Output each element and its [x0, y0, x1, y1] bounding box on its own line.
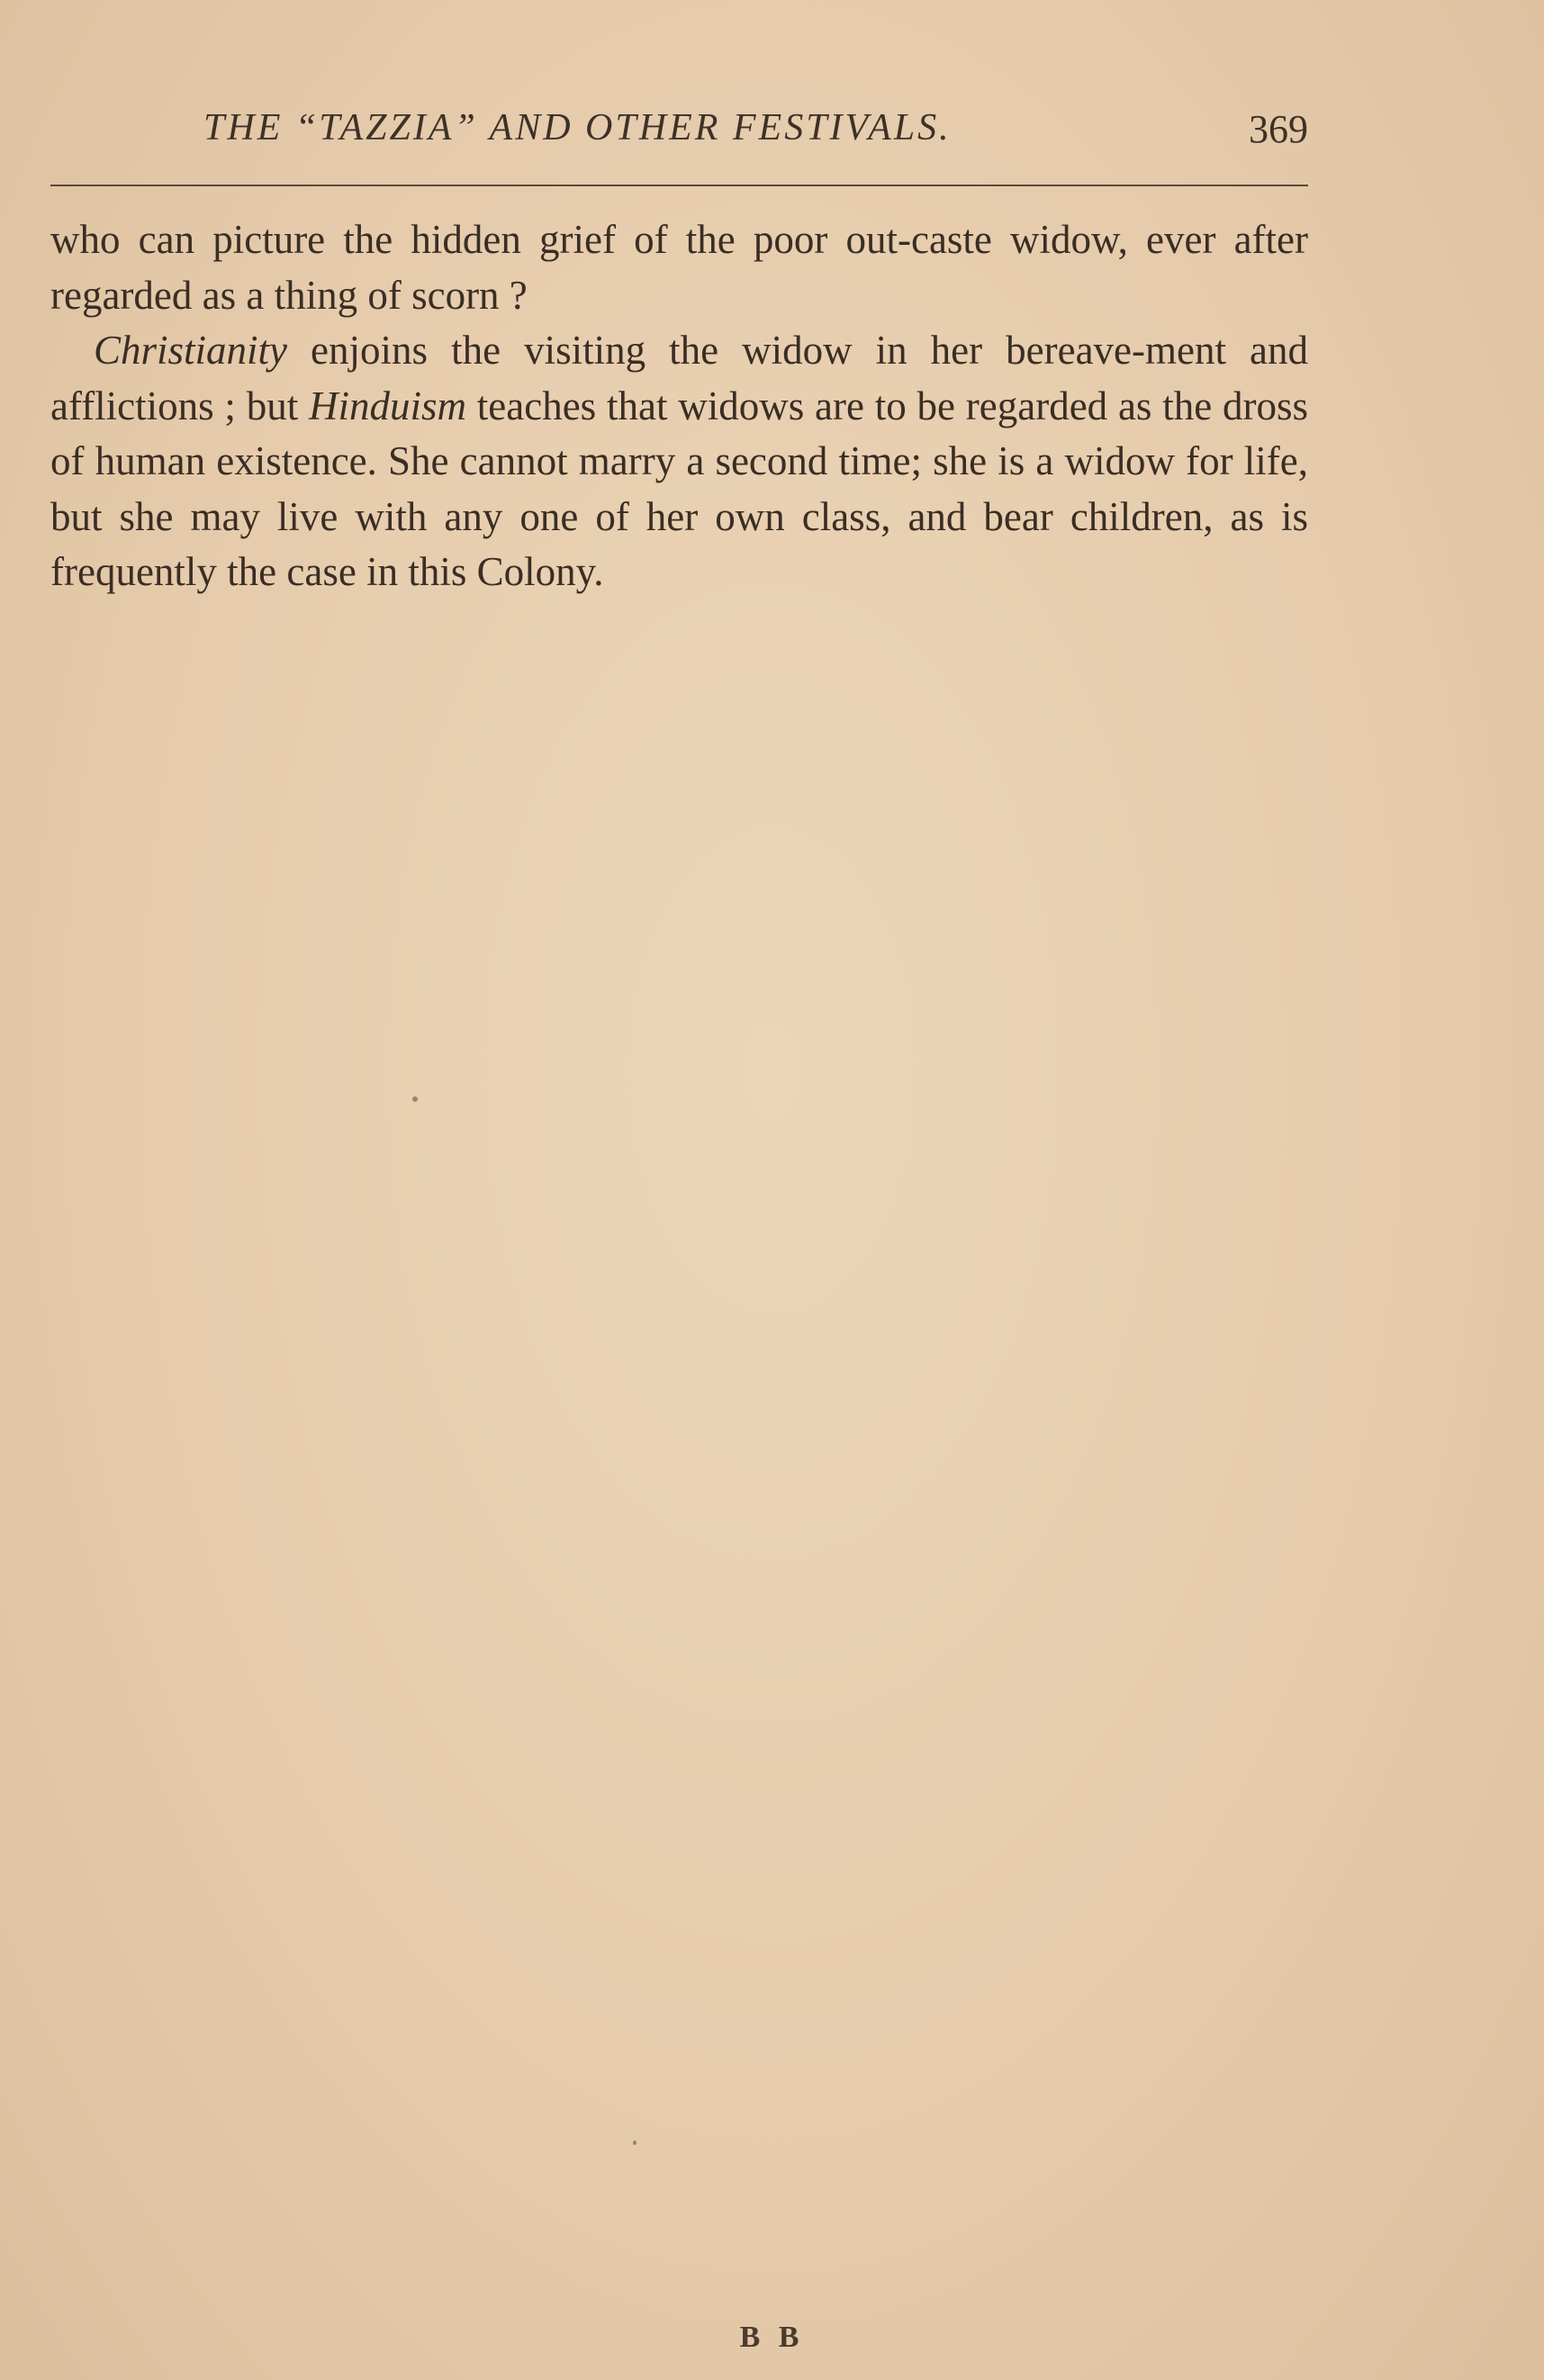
running-title: THE “TAZZIA” AND OTHER FESTIVALS.: [203, 107, 952, 149]
paper-blemish: [633, 2141, 637, 2145]
signature-mark: B B: [739, 2321, 805, 2354]
paper-blemish: [412, 1096, 418, 1102]
paragraph-text: who can picture the hidden grief of the poor out-caste widow, ever after regarded as a thing of scorn ?: [50, 217, 1308, 318]
paragraph-text: teaches that widows are to be regarded as the dross of human existence. She cannot marry a second time; she is a widow for life, but she may live with any one of her own class, and bear children, as is frequently the case in this Colony.: [50, 383, 1308, 594]
page-number: 369: [1249, 107, 1308, 151]
italic-term-hinduism: Hinduism: [308, 383, 466, 428]
body-text: [50, 212, 1308, 600]
header-rule: [50, 185, 1308, 186]
paragraph: [50, 323, 1308, 600]
paragraph: [50, 212, 1308, 323]
paragraph-text: enjoins the visiting the widow in her bereave-ment and afflictions ; but: [50, 328, 1308, 428]
italic-term-christianity: Christianity: [94, 328, 288, 373]
page-header: [50, 106, 1308, 160]
